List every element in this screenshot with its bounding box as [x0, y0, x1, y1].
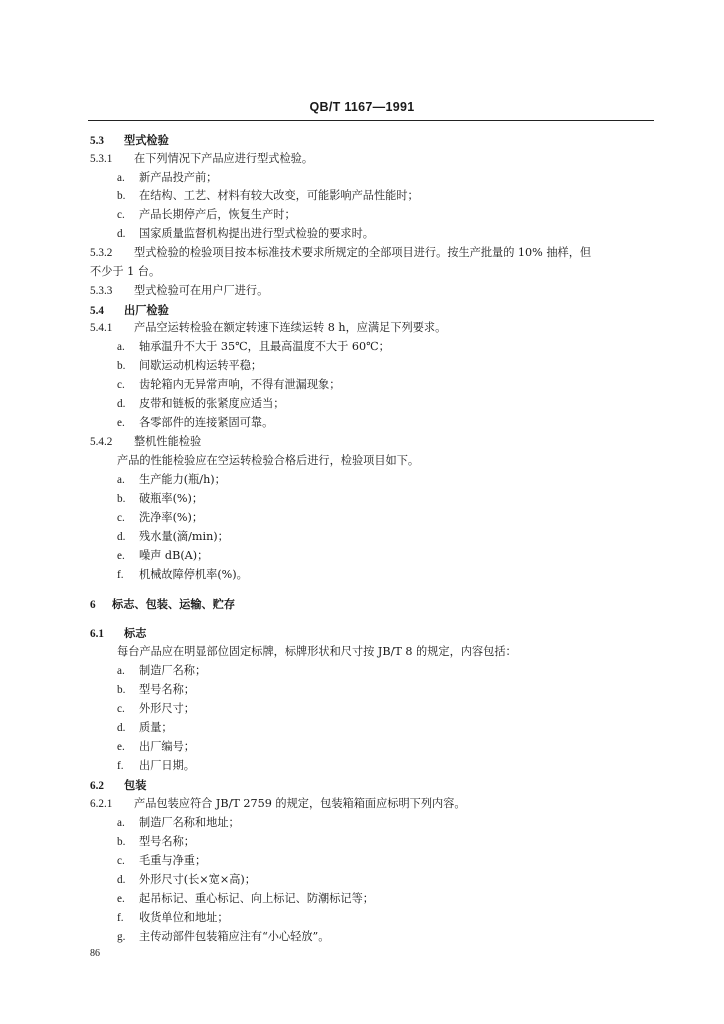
text-line	[117, 892, 374, 906]
clause-text: 外形尺寸(长×宽×高)；	[139, 873, 256, 886]
text-line	[117, 759, 195, 773]
clause-number: 5.3.2	[90, 247, 113, 259]
text-line	[117, 171, 217, 185]
clause-text: 出厂编号；	[139, 740, 195, 753]
clause-text: 出厂检验	[124, 303, 169, 317]
list-marker: f.	[117, 569, 124, 581]
clause-number: 5.4.2	[90, 436, 113, 448]
clause-text: 型号名称；	[139, 683, 195, 696]
clause-number: 5.4.1	[90, 322, 113, 334]
list-marker: e.	[117, 741, 125, 753]
text-line	[90, 435, 201, 449]
text-line	[117, 340, 390, 354]
list-marker: a.	[117, 341, 125, 353]
clause-text: 毛重与净重；	[139, 854, 207, 867]
text-line	[90, 265, 160, 279]
clause-text: 皮带和链板的张紧度应适当；	[139, 397, 285, 410]
list-marker: e.	[117, 893, 125, 905]
clause-text: 制造厂名称和地址；	[139, 816, 240, 829]
clause-text: 产品的性能检验应在空运转检验合格后进行，检验项目如下。	[117, 454, 420, 467]
text-line	[117, 854, 206, 868]
text-line	[117, 911, 229, 925]
clause-text: 每台产品应在明显部位固定标牌，标牌形状和尺寸按 JB/T 8 的规定，内容包括：	[117, 645, 517, 658]
text-line	[90, 152, 313, 166]
clause-number: 5.3.3	[90, 285, 113, 297]
list-marker: d.	[117, 722, 126, 734]
list-marker: d.	[117, 228, 126, 240]
text-line	[90, 246, 591, 260]
clause-text: 产品长期停产后，恢复生产时；	[139, 208, 296, 221]
text-line	[117, 664, 206, 678]
text-line	[117, 473, 226, 487]
text-line	[117, 378, 340, 392]
clause-text: 机械故障停机率(%)。	[139, 568, 248, 581]
list-marker: d.	[117, 531, 126, 543]
list-marker: f.	[117, 912, 124, 924]
clause-text: 起吊标记、重心标记、向上标记、防潮标记等；	[139, 892, 374, 905]
list-marker: c.	[117, 855, 125, 867]
clause-text: 间歇运动机构运转平稳；	[139, 359, 263, 372]
clause-text: 整机性能检验	[134, 435, 202, 448]
text-line	[90, 597, 235, 612]
list-marker: d.	[117, 398, 126, 410]
list-marker: c.	[117, 209, 125, 221]
clause-text: 标志	[124, 626, 147, 640]
list-marker: b.	[117, 836, 126, 848]
clause-text: 残水量(滴/min)；	[139, 530, 229, 543]
list-marker: g.	[117, 931, 126, 943]
list-marker: d.	[117, 874, 126, 886]
text-line	[90, 303, 169, 318]
list-marker: b.	[117, 684, 126, 696]
list-marker: e.	[117, 417, 125, 429]
clause-text: 洗净率(%)；	[139, 511, 204, 524]
text-line	[117, 721, 173, 735]
text-line	[90, 284, 268, 298]
clause-text: 国家质量监督机构提出进行型式检验的要求时。	[139, 227, 374, 240]
text-line	[117, 568, 248, 582]
clause-text: 在下列情况下产品应进行型式检验。	[134, 152, 314, 165]
header-rule	[88, 120, 654, 121]
list-marker: e.	[117, 550, 125, 562]
page-header: QB/T 1167—1991	[309, 100, 415, 114]
clause-text: 产品包装应符合 JB/T 2759 的规定，包装箱箱面应标明下列内容。	[134, 797, 466, 810]
clause-number: 6.2	[90, 780, 104, 792]
text-line	[117, 208, 296, 222]
text-line	[117, 683, 195, 697]
text-line	[90, 321, 446, 335]
clause-text: 出厂日期。	[139, 759, 195, 772]
clause-text: 噪声 dB(A)；	[139, 549, 209, 562]
clause-text: 标志、包装、运输、贮存	[112, 597, 236, 611]
list-marker: b.	[117, 493, 126, 505]
list-marker: f.	[117, 760, 124, 772]
clause-number: 5.3	[90, 135, 104, 147]
list-marker: c.	[117, 379, 125, 391]
text-line	[117, 740, 195, 754]
clause-text: 齿轮箱内无异常声响，不得有泄漏现象；	[139, 378, 341, 391]
clause-number: 6.2.1	[90, 798, 113, 810]
clause-number: 5.4	[90, 305, 104, 317]
list-marker: a.	[117, 474, 125, 486]
clause-text: 收货单位和地址；	[139, 911, 229, 924]
text-line	[117, 530, 229, 544]
clause-number: 5.3.1	[90, 153, 113, 165]
clause-text: 主传动部件包装箱应注有“小心轻放”。	[139, 930, 330, 943]
text-line	[117, 930, 329, 944]
text-line	[117, 189, 419, 203]
clause-text: 包装	[124, 778, 147, 792]
text-line	[117, 873, 256, 887]
clause-text: 型式检验可在用户厂进行。	[134, 284, 269, 297]
text-line	[90, 797, 466, 811]
list-marker: c.	[117, 703, 125, 715]
page-number: 86	[90, 948, 100, 959]
clause-text: 型式检验的检验项目按本标准技术要求所规定的全部项目进行。按生产批量的 10% 抽样，但	[134, 246, 592, 259]
clause-text: 新产品投产前；	[139, 171, 218, 184]
clause-text: 破瓶率(%)；	[139, 492, 204, 505]
list-marker: b.	[117, 360, 126, 372]
clause-text: 型式检验	[124, 133, 169, 147]
clause-text: 生产能力(瓶/h)；	[139, 473, 226, 486]
text-line	[117, 227, 374, 241]
text-line	[117, 702, 195, 716]
text-line	[117, 454, 419, 468]
clause-text: 型号名称；	[139, 835, 195, 848]
text-line	[117, 492, 203, 506]
clause-text: 各零部件的连接紧固可靠。	[139, 416, 274, 429]
list-marker: a.	[117, 172, 125, 184]
clause-text: 质量；	[139, 721, 173, 734]
text-line	[117, 416, 273, 430]
text-line	[117, 549, 208, 563]
text-line	[117, 397, 284, 411]
text-line	[117, 359, 262, 373]
text-line	[90, 133, 169, 148]
text-line	[117, 511, 203, 525]
list-marker: a.	[117, 665, 125, 677]
clause-text: 制造厂名称；	[139, 664, 207, 677]
clause-number: 6	[90, 599, 96, 611]
list-marker: a.	[117, 817, 125, 829]
text-line	[117, 835, 195, 849]
text-line	[117, 816, 240, 830]
text-line	[90, 778, 146, 793]
list-marker: c.	[117, 512, 125, 524]
list-marker: b.	[117, 190, 126, 202]
clause-text: 产品空运转检验在额定转速下连续运转 8 h，应满足下列要求。	[134, 321, 447, 334]
clause-text: 外形尺寸；	[139, 702, 195, 715]
clause-number: 6.1	[90, 628, 104, 640]
text-line	[90, 626, 146, 641]
clause-text: 轴承温升不大于 35℃，且最高温度不大于 60℃；	[139, 340, 390, 353]
clause-text: 不少于 1 台。	[90, 265, 161, 278]
clause-text: 在结构、工艺、材料有较大改变，可能影响产品性能时；	[139, 189, 419, 202]
text-line	[117, 645, 517, 659]
